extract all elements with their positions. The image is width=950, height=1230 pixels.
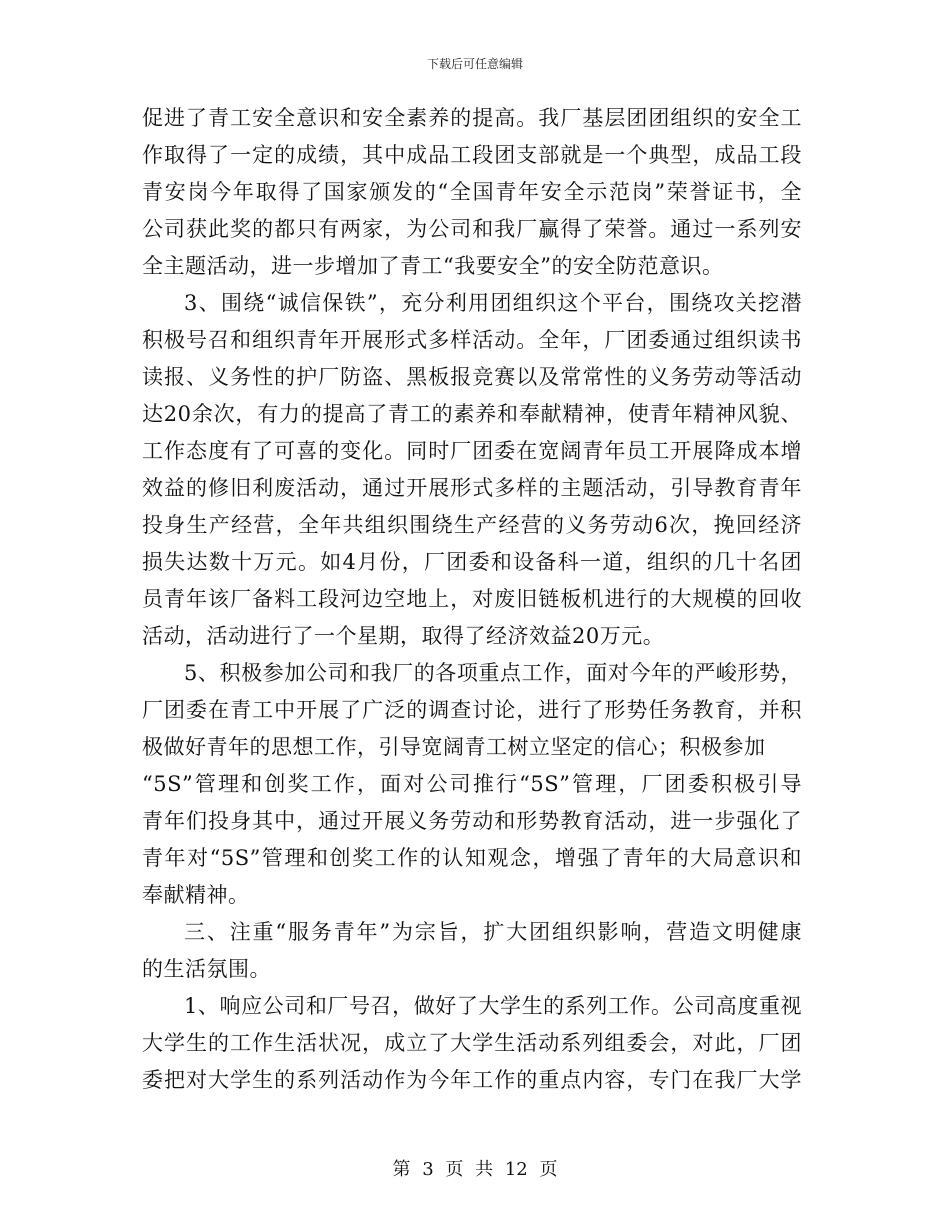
text-line: 读报、义务性的护厂防盗、黑板报竞赛以及常常性的义务劳动等活动 [142, 365, 802, 389]
text-line: 大学生的工作生活状况，成立了大学生活动系列组委会，对此，厂团 [142, 1031, 802, 1055]
text-line: 1、响应公司和厂号召，做好了大学生的系列工作。公司高度重视 [184, 994, 802, 1018]
text-line: 投身生产经营，全年共组织围绕生产经营的义务劳动6次，挽回经济 [142, 513, 802, 537]
page-number-footer: 第 3 页 共 12 页 [392, 1159, 558, 1180]
text-line: 3、围绕“诚信保铁”，充分利用团组织这个平台，围绕攻关挖潜 [184, 291, 802, 315]
text-line: 作取得了一定的成绩，其中成品工段团支部就是一个典型，成品工段 [142, 143, 802, 167]
text-line: 工作态度有了可喜的变化。同时厂团委在宽阔青年员工开展降成本增 [142, 439, 802, 463]
text-line: 全主题活动，进一步增加了青工“我要安全”的安全防范意识。 [142, 254, 724, 278]
text-line: 的生活氛围。 [142, 957, 271, 981]
text-line: 三、注重“服务青年”为宗旨，扩大团组织影响，营造文明健康 [184, 920, 802, 944]
text-line: 公司获此奖的都只有两家，为公司和我厂赢得了荣誉。通过一系列安 [142, 217, 802, 241]
text-line: 委把对大学生的系列活动作为今年工作的重点内容，专门在我厂大学 [142, 1068, 802, 1092]
text-line: 青安岗今年取得了国家颁发的“全国青年安全示范岗”荣誉证书，全 [142, 180, 802, 204]
document-body [142, 100, 802, 1099]
text-line: 员青年该厂备料工段河边空地上，对废旧链板机进行的大规模的回收 [142, 587, 802, 611]
text-line: 青年们投身其中，通过开展义务劳动和形势教育活动，进一步强化了 [142, 809, 802, 833]
paragraph [142, 100, 802, 285]
section-heading [142, 914, 802, 988]
text-line: 厂团委在青工中开展了广泛的调查讨论，进行了形势任务教育，并积 [142, 698, 802, 722]
text-line: “5S”管理和创奖工作，面对公司推行“5S”管理，厂团委积极引导 [142, 772, 802, 796]
paragraph [142, 285, 802, 655]
text-line: 积极号召和组织青年开展形式多样活动。全年，厂团委通过组织读书 [142, 328, 802, 352]
text-line: 奉献精神。 [142, 883, 250, 907]
text-line: 极做好青年的思想工作，引导宽阔青工树立坚定的信心；积极参加 [142, 735, 766, 759]
text-line: 青年对“5S”管理和创奖工作的认知观念，增强了青年的大局意识和 [142, 846, 802, 870]
text-line: 效益的修旧利废活动，通过开展形式多样的主题活动，引导教育青年 [142, 476, 802, 500]
text-line: 促进了青工安全意识和安全素养的提高。我厂基层团团组织的安全工 [142, 106, 802, 130]
text-line: 活动，活动进行了一个星期，取得了经济效益20万元。 [142, 624, 665, 648]
paragraph [142, 988, 802, 1099]
page-header: 下载后可任意编辑 [426, 57, 523, 71]
text-line: 5、积极参加公司和我厂的各项重点工作，面对今年的严峻形势， [184, 661, 802, 685]
text-line: 达20余次，有力的提高了青工的素养和奉献精神，使青年精神风貌、 [142, 402, 802, 426]
text-line: 损失达数十万元。如4月份，厂团委和设备科一道，组织的几十名团 [142, 550, 802, 574]
paragraph [142, 655, 802, 914]
